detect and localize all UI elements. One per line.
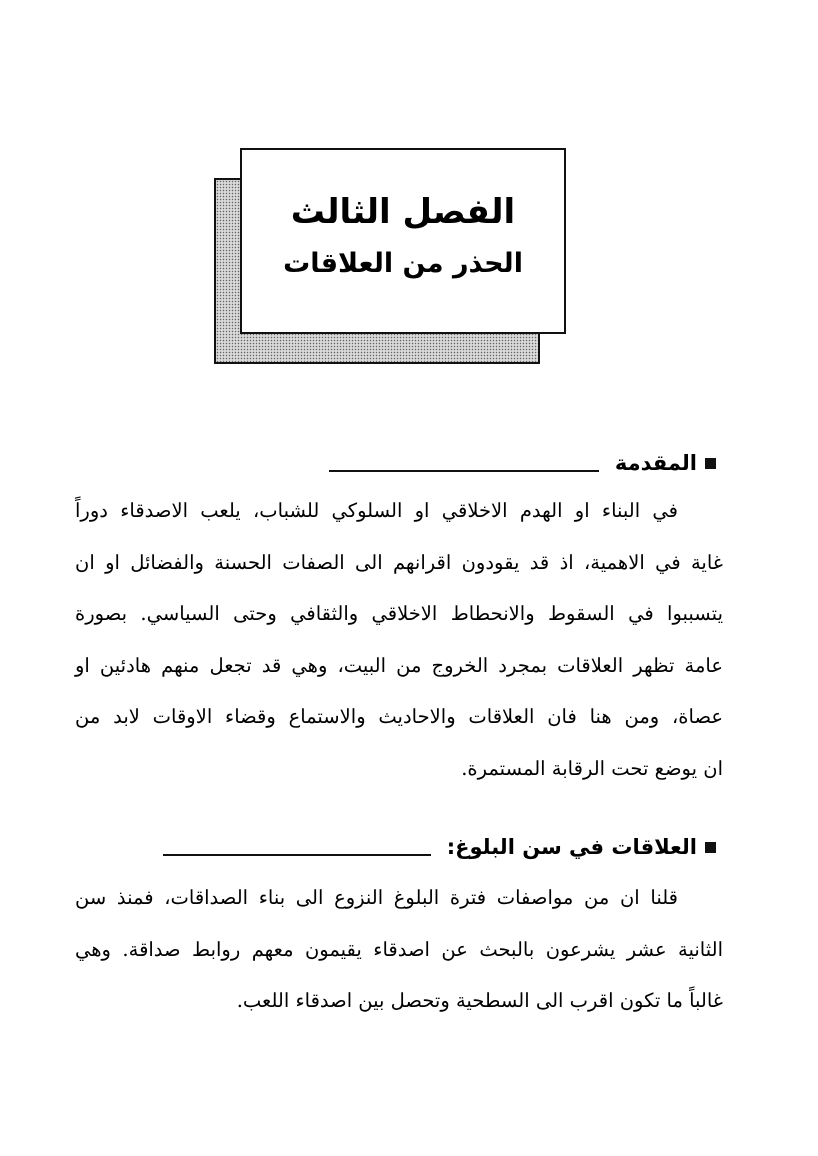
- puberty-paragraph: [75, 872, 723, 1027]
- paragraph-line: قلنا ان من مواصفات فترة البلوغ النزوع الى بناء الصداقات، فمنذ سن: [75, 886, 678, 909]
- section-heading-text: العلاقات في سن البلوغ:: [446, 835, 697, 859]
- paragraph-line: غالباً ما تكون اقرب الى السطحية وتحصل بين اصدقاء اللعب.: [236, 989, 723, 1012]
- chapter-title: الحذر من العلاقات: [283, 248, 523, 279]
- section-heading-introduction: [329, 448, 716, 478]
- chapter-number: الفصل الثالث: [290, 192, 516, 232]
- section-heading-puberty: [163, 832, 716, 862]
- chapter-title-box: [240, 148, 566, 334]
- introduction-paragraph: [75, 485, 723, 794]
- section-heading-text: المقدمة: [614, 451, 697, 475]
- paragraph-line: عصاة، ومن هنا فان العلاقات والاحاديث والاستماع وقضاء الاوقات لابد من: [75, 705, 723, 728]
- paragraph-line: ان يوضع تحت الرقابة المستمرة.: [461, 756, 723, 780]
- paragraph-line: في البناء او الهدم الاخلاقي او السلوكي للشباب، يلعب الاصدقاء دوراً: [75, 499, 678, 522]
- square-bullet-icon: [705, 842, 716, 853]
- heading-underline: [163, 854, 431, 856]
- square-bullet-icon: [705, 458, 716, 469]
- paragraph-line: الثانية عشر يشرعون بالبحث عن اصدقاء يقيمون معهم روابط صداقة. وهي: [75, 937, 723, 961]
- heading-underline: [329, 470, 599, 472]
- paragraph-line: يتسببوا في السقوط والانحطاط الاخلاقي والثقافي وحتى السياسي. بصورة: [75, 602, 723, 625]
- paragraph-line: غاية في الاهمية، اذ قد يقودون اقرانهم الى الصفات الحسنة والفضائل او ان: [75, 550, 723, 574]
- paragraph-line: عامة تظهر العلاقات بمجرد الخروج من البيت، وهي قد تجعل منهم هادئين او: [75, 653, 723, 677]
